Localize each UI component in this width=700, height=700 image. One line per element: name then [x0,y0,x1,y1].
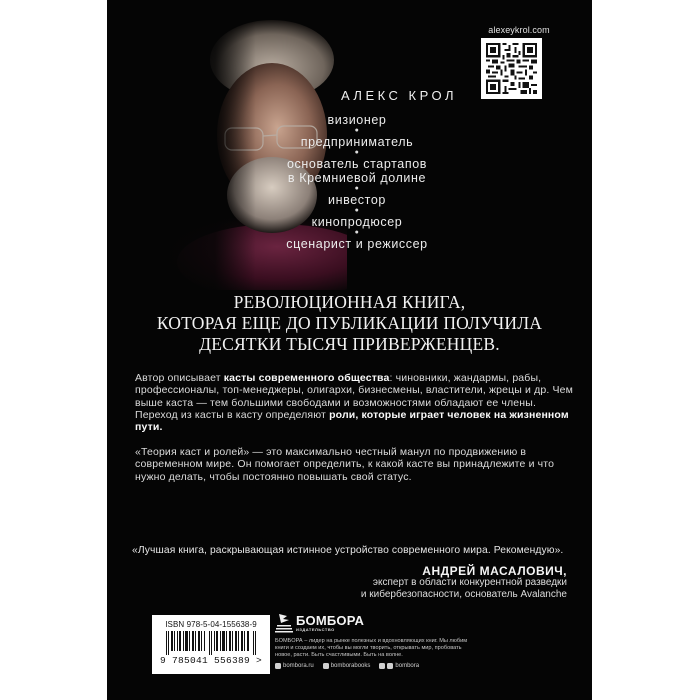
isbn-number: ISBN 978-5-04-155638-9 [165,620,257,629]
description-text: : чиновники, жандармы, рабы, профессионалы, топ-менеджеры, олигархи, бизнесмены, властители, жрецы и др. Чем выше каста — тем большими свободами и возможностями обладают ее члены. Переход из касты в касту определяют [135,372,574,421]
link-social[interactable] [379,663,419,669]
bullet-icon: ● [354,229,360,236]
globe-icon [275,663,281,669]
qr-code[interactable] [481,38,542,99]
publisher-subtitle: ИЗДАТЕЛЬСТВО [296,627,335,632]
role-investor: инвестор [328,193,386,207]
link-social-label: bombora [395,663,420,669]
bullet-icon: ● [354,127,360,134]
role-film-producer: кинопродюсер [311,215,403,229]
role-visionary: визионер [327,113,387,127]
publisher-logo [275,612,575,634]
link-vk[interactable] [323,663,371,669]
headline [127,292,572,355]
description-paragraph-2: «Теория каст и ролей» — это максимально честный манул по продвижению в современном мире. Он помогает определить, к какой касте вы принадлежите и что нужно делать, чтобы постоянно повышать свой статус. [135,446,555,483]
bombora-logo-icon [275,613,293,633]
link-website-label: bombora.ru [283,663,314,669]
publisher-description: БОМБОРА – лидер на рынке полезных и вдохновляющих книг. Мы любим книги и создаем их, чтобы вы могли творить, открывать мир, пробовать новое, расти. Быть счастливыми. Быть на волне. [275,638,468,658]
description-paragraph-1 [135,372,575,433]
endorsement-quote: «Лучшая книга, раскрывающая истинное устройство современного мира. Рекомендую». [132,545,564,556]
link-vk-label: bomborabooks [330,663,371,669]
role-startup-founder: основатель стартапов [287,157,427,171]
author-website[interactable]: alexeykrol.com [488,25,550,35]
endorsement-role-line-2: и кибербезопасности, основатель Avalanche [360,588,567,600]
publisher-name: БОМБОРА [296,613,365,628]
headline-line-1: РЕВОЛЮЦИОННАЯ КНИГА, [233,292,466,312]
headline-line-3: ДЕСЯТКИ ТЫСЯЧ ПРИВЕРЖЕНЦЕВ. [199,334,500,354]
link-website[interactable] [275,663,314,669]
qr-code-icon [486,43,537,94]
telegram-icon [387,663,393,669]
description-emphasis: касты современного общества [223,372,390,384]
bullet-icon: ● [354,185,360,192]
youtube-icon [379,663,385,669]
endorsement-role-line-1: эксперт в области конкурентной разведки [372,577,567,588]
barcode-digits: 9 785041 556389 > [159,655,262,666]
barcode-icon [166,631,256,655]
role-screenwriter-director: сценарист и режиссер [286,237,428,251]
author-name: АЛЕКС КРОЛ [340,88,458,103]
role-startup-founder-location: в Кремниевой долине [287,171,427,185]
endorsement-author: АНДРЕЙ МАСАЛОВИЧ, [422,564,567,578]
description-text: Автор описывает [135,372,224,384]
vk-icon [323,663,329,669]
publisher-links [275,663,575,669]
bullet-icon: ● [354,207,360,214]
author-roles [227,113,487,251]
endorsement-author-role [361,577,567,600]
role-entrepreneur: предприниматель [300,135,414,149]
headline-line-2: КОТОРАЯ ЕЩЕ ДО ПУБЛИКАЦИИ ПОЛУЧИЛА [156,313,543,333]
book-back-cover [107,0,592,700]
publisher-block [275,612,575,669]
isbn-barcode [152,615,270,674]
bullet-icon: ● [354,149,360,156]
description-emphasis: роли, которые играет человек на жизненном пути. [135,408,569,434]
